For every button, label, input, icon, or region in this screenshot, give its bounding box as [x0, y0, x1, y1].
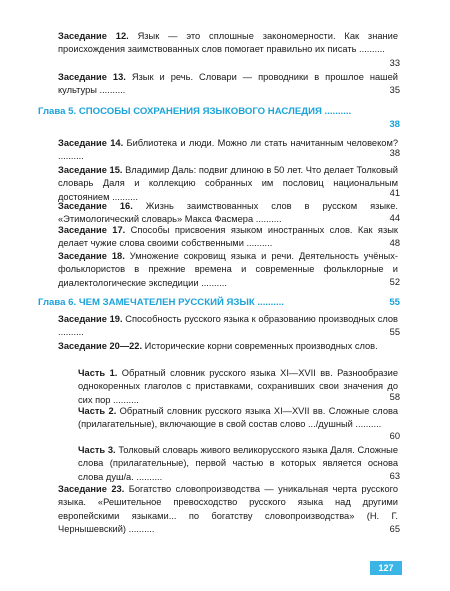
toc-entry-13: [58, 71, 398, 98]
entry-page-12: 33: [389, 58, 400, 68]
entry-number: Заседание 14.: [58, 138, 124, 148]
page-number: 127: [370, 561, 402, 575]
toc-part-1: [78, 367, 398, 407]
entry-number: Заседание 20—22.: [58, 341, 143, 351]
entry-number: Заседание 16.: [58, 201, 133, 211]
part-page-1: 58: [389, 392, 400, 402]
part-page-2: 60: [389, 431, 400, 441]
part-title: Обратный словник русского языка XI—XVII вв. Разнообразие однокоренных глаголов с приставками, сохранивших свои значения до сих пор ..........: [78, 368, 398, 405]
entry-title: Богатство словопроизводства — уникальная черта русского языка. «Решительное превосходство русского языка над другими европейскими языками... по богатству словопроизводства» (Н. Г. Чернышевский) ..........: [58, 484, 398, 535]
toc-entry-19: [58, 313, 398, 340]
toc-entry-12: [58, 30, 398, 57]
entry-number: Заседание 23.: [58, 484, 125, 494]
chapter-page: 55: [389, 297, 400, 308]
entry-number: Заседание 13.: [58, 72, 126, 82]
part-number: Часть 3.: [78, 445, 116, 455]
entry-number: Заседание 18.: [58, 251, 125, 261]
entry-page-17: 48: [389, 238, 400, 248]
toc-entry-15: [58, 164, 398, 204]
toc-part-3: [78, 444, 398, 484]
chapter-6-heading: [38, 296, 400, 309]
chapter-5-heading: [38, 105, 400, 130]
entry-title: Исторические корни современных производных слов.: [144, 341, 378, 351]
entry-title: Владимир Даль: подвиг длиною в 50 лет. Что делает Толковый словарь Даля и коллекцию собранных им пословиц национальным достоянием ..........: [58, 165, 398, 202]
entry-title: Способность русского языка к образованию производных слов ..........: [58, 314, 398, 338]
entry-page-23: 65: [389, 524, 400, 534]
entry-number: Заседание 12.: [58, 31, 129, 41]
entry-page-18: 52: [389, 277, 400, 287]
entry-title: Жизнь заимствованных слов в русском языке. «Этимологический словарь» Макса Фасмера ..........: [58, 201, 398, 225]
entry-title: Язык — это сплошные закономерности. Как знание происхождения заимствованных слов помогает правильно их писать ..........: [58, 31, 398, 55]
entry-number: Заседание 15.: [58, 165, 123, 175]
toc-entry-23: [58, 483, 398, 537]
toc-part-2: [78, 405, 398, 432]
part-title: Обратный словник русского языка XI—XVII вв. Сложные слова (прилагательные), включающие в свой состав слово .../душный ..........: [78, 406, 398, 430]
entry-page-16: 44: [389, 213, 400, 223]
entry-page-14: 38: [389, 148, 400, 158]
entry-title: Библиотека и люди. Можно ли стать начитанным человеком? ..........: [58, 138, 399, 162]
chapter-title: Глава 5. СПОСОБЫ СОХРАНЕНИЯ ЯЗЫКОВОГО НАСЛЕДИЯ ..........: [38, 106, 352, 117]
entry-number: Заседание 17.: [58, 225, 126, 235]
part-number: Часть 2.: [78, 406, 117, 416]
toc-entry-18: [58, 250, 398, 290]
entry-page-19: 55: [389, 327, 400, 337]
chapter-page: 38: [389, 119, 400, 130]
entry-number: Заседание 19.: [58, 314, 123, 324]
toc-entry-16: [58, 200, 398, 227]
chapter-title: Глава 6. ЧЕМ ЗАМЕЧАТЕЛЕН РУССКИЙ ЯЗЫК ..........: [38, 297, 285, 308]
entry-title: Умножение сокровищ языка и речи. Деятельность учёных-фольклористов в прежние времена и современные фольклорные и диалектологические экспедиции ..........: [58, 251, 398, 288]
entry-page-13: 35: [389, 85, 400, 95]
toc-entry-17: [58, 224, 398, 251]
part-page-3: 63: [389, 471, 400, 481]
part-number: Часть 1.: [78, 368, 118, 378]
part-title: Толковый словарь живого великорусского языка Даля. Сложные слова (прилагательные), первой частью в которых является основа слова душ/а. ..........: [78, 445, 398, 482]
toc-entry-14: [58, 137, 398, 164]
entry-page-15: 41: [389, 188, 400, 198]
toc-entry-20-22: [58, 340, 398, 353]
entry-title: Язык и речь. Словари — проводники в прошлое нашей культуры ..........: [58, 72, 398, 96]
entry-title: Способы присвоения языком иностранных слов. Как язык делает чужие слова своими собственными ..........: [58, 225, 398, 249]
